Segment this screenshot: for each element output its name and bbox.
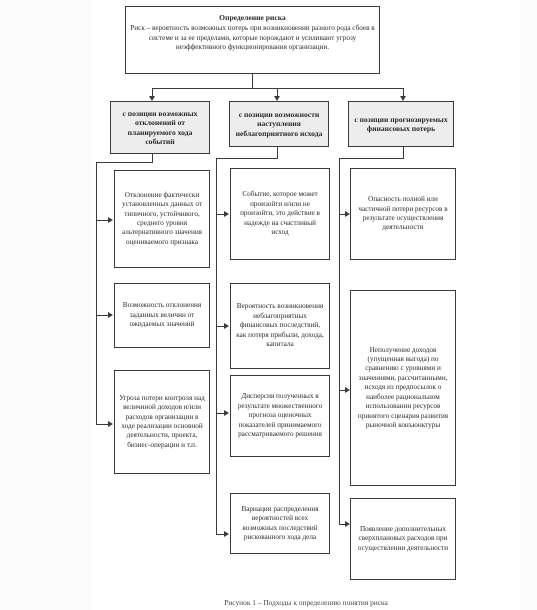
approach-header-financial-losses — [348, 101, 454, 147]
connector — [252, 74, 253, 88]
col1-box-text: Угроза потери контроля над величиной доходов и/или расходов организации в ходе реализации основной деятельности, проекта, бизнес-операции и т.п. — [119, 393, 205, 449]
risk-definition-text: Риск – вероятность возможных потерь при возникновении разного рода сбоев в системе и за ее пределами, которые порождают и усиливают угрозу неэффективного функционирования организации. — [130, 24, 375, 52]
approach-header-label: с позиции возможных отклонений от планируемого хода событий — [122, 108, 198, 146]
col3-box-text: Опасность полной или частичной потери ресурсов в результате осуществления деятельности — [358, 195, 448, 232]
figure-caption: Рисунок 1 – Подходы к определению понятия риска — [224, 598, 388, 607]
col1-box-text: Возможность отклонения заданных величин от ожидаемых значений — [122, 301, 202, 329]
connector — [403, 147, 404, 158]
col2-box-text: Событие, которое может произойти и/или не произойти, это действие в надежде на счастливый исход — [240, 190, 320, 237]
col2-box-3 — [230, 375, 330, 457]
col3-box-1 — [350, 168, 456, 260]
connector — [339, 158, 404, 159]
col2-box-2 — [230, 283, 330, 369]
col3-box-2 — [350, 290, 456, 486]
arrow-right — [108, 421, 113, 427]
col2-box-text: Вероятность возникновения неблагоприятных финансовых последствий, как потеря прибыли, дохода, капитала — [236, 302, 324, 349]
col1-box-text: Отклонение фактически установленных данных от типичного, устойчивого, среднего уровня альтернативного значения оцениваемого признака — [121, 190, 203, 246]
connector — [152, 88, 404, 89]
approach-header-label: с позиции возможности наступления неблагоприятного исхода — [235, 109, 323, 138]
col3-box-text: Неполучение доходов (упущенная выгода) по сравнению с уровнями и значениями, рассчитанными, исходя из предпосылок о наиболее рациональном использовании ресурсов принятого сценария развития рыночной конъюнктуры — [357, 345, 449, 429]
col2-box-text: Вариации распределения вероятностей всех возможных последствий рискованного хода дела — [241, 504, 319, 541]
connector — [277, 147, 278, 158]
connector — [96, 162, 97, 424]
col1-box-1 — [114, 170, 210, 268]
arrow-right — [224, 531, 229, 537]
connector — [216, 158, 278, 159]
connector — [96, 162, 153, 163]
col1-box-3 — [114, 370, 210, 474]
approach-header-label: с позиции прогнозируемых финансовых потерь — [354, 114, 448, 133]
arrow-right — [224, 410, 229, 416]
col2-box-1 — [230, 168, 330, 260]
col3-box-text: Появление дополнительных сверхплановых расходов при осуществлении деятельности — [357, 524, 449, 552]
approach-header-deviations — [110, 101, 210, 154]
risk-definition-box — [125, 6, 380, 74]
col2-box-text: Дисперсия полученных в результате множественного прогноза оценочных показателей принимаемого рассматриваемого решения — [237, 392, 323, 439]
approach-header-unfavorable-outcome — [229, 101, 329, 147]
col2-box-4 — [230, 493, 330, 554]
arrow-right — [108, 312, 113, 318]
col3-box-3 — [350, 498, 456, 580]
col1-box-2 — [114, 283, 210, 348]
arrow-right — [224, 323, 229, 329]
connector — [152, 154, 153, 162]
connector — [339, 158, 340, 524]
arrow-right — [224, 211, 229, 217]
risk-definition-title: Определение риска — [219, 13, 286, 22]
arrow-right — [108, 217, 113, 223]
